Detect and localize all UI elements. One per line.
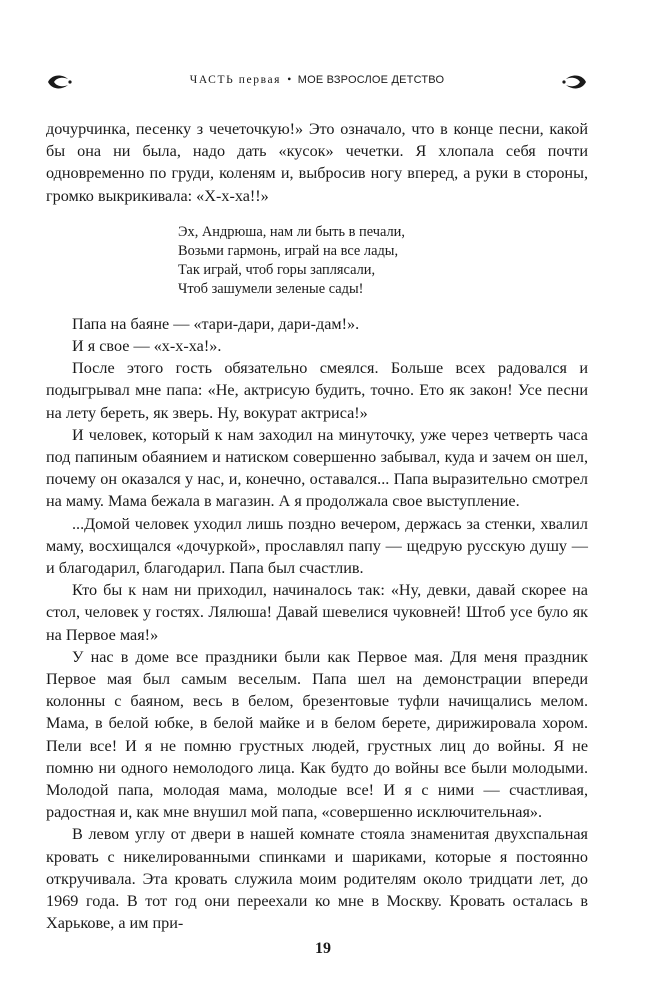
ornament-icon — [562, 72, 588, 92]
verse-line: Так играй, чтоб горы заплясали, — [178, 261, 376, 278]
header-title — [46, 74, 588, 86]
paragraph: Папа на баяне — «тари-дари, дари-дам!». — [72, 314, 360, 333]
page-number: 19 — [315, 940, 331, 957]
paragraph: После этого гость обязательно смеялся. Больше всех радовался и подыгрывал мне папа: «Не, актрисую будить, точно. Ето як закон! Усе песни на лету береть, як зверь. Ну, вокурат актриса!» — [46, 359, 588, 422]
paragraph: ...Домой человек уходил лишь поздно вечером, держась за стенки, хвалил маму, восхищался «дочуркой», прославлял папу — щедрую русскую душу — и благодарил, благодарил. Папа был счастлив. — [46, 514, 588, 578]
body-text — [46, 118, 588, 935]
paragraph: дочурчинка, песенку з чечеточкую!» Это означало, что в конце песни, какой бы она ни была, надо дать «кусок» чечетки. Я хлопала себя почти одновременно по груди, коленям и, выбросив ногу вперед, а руки в стороны, громко выкрикивала: «Х-х-ха!!» — [46, 120, 588, 205]
paragraph: У нас в доме все праздники были как Первое мая. Для меня праздник Первое мая был самым веселым. Папа шел на демонстрации впереди колонны с баяном, весь в белом, брезентовые туфли начищались мелом. Мама, в белой юбке, в белой майке и в белом берете, дирижировала хором. Пели все! И я не помню грустных людей, грустных лиц до войны. Я не помню ни одного немолодого лица. Как будто до войны все были молодыми. Молодой папа, молодая мама, молодые все! И я с ними — счастливая, радостная и, как мне внушил мой папа, «совершенно исключительная». — [46, 647, 588, 822]
verse-line: Чтоб зашумели зеленые сады! — [178, 280, 364, 297]
paragraph: В левом углу от двери в нашей комнате стояла знаменитая двухспальная кровать с никелированными спинками и шариками, которые я постоянно откручивала. Эта кровать служила моим родителям около тридцати лет, до 1969 года. В тот год они переехали ко мне в Москву. Кровать осталась в Харькове, а им при- — [46, 825, 588, 933]
verse-line: Эх, Андрюша, нам ли быть в печали, — [178, 223, 405, 240]
running-header — [46, 70, 588, 98]
paragraph: И человек, который к нам заходил на минуточку, уже через четверть часа под папиным обаянием и натиском совершенно забывал, куда и зачем он шел, почему он оказался у нас, и, конечно, оставался... Папа выразительно смотрел на маму. Мама бежала в магазин. А я продолжала свое выступление. — [46, 425, 588, 511]
paragraph: Кто бы к нам ни приходил, начиналось так: «Ну, девки, давай скорее на стол, человек у гостях. Лялюша! Давай шевелися чуковней! Штоб усе було як на Первое мая!» — [46, 581, 588, 644]
header-part: ЧАСТЬ первая — [189, 74, 282, 86]
header-section: МОЕ ВЗРОСЛОЕ ДЕТСТВО — [297, 74, 445, 86]
verse-block — [178, 223, 588, 299]
header-separator: • — [287, 74, 292, 86]
verse-line: Возьми гармонь, играй на все лады, — [178, 242, 399, 259]
paragraph: И я свое — «х-х-ха!». — [72, 337, 222, 356]
